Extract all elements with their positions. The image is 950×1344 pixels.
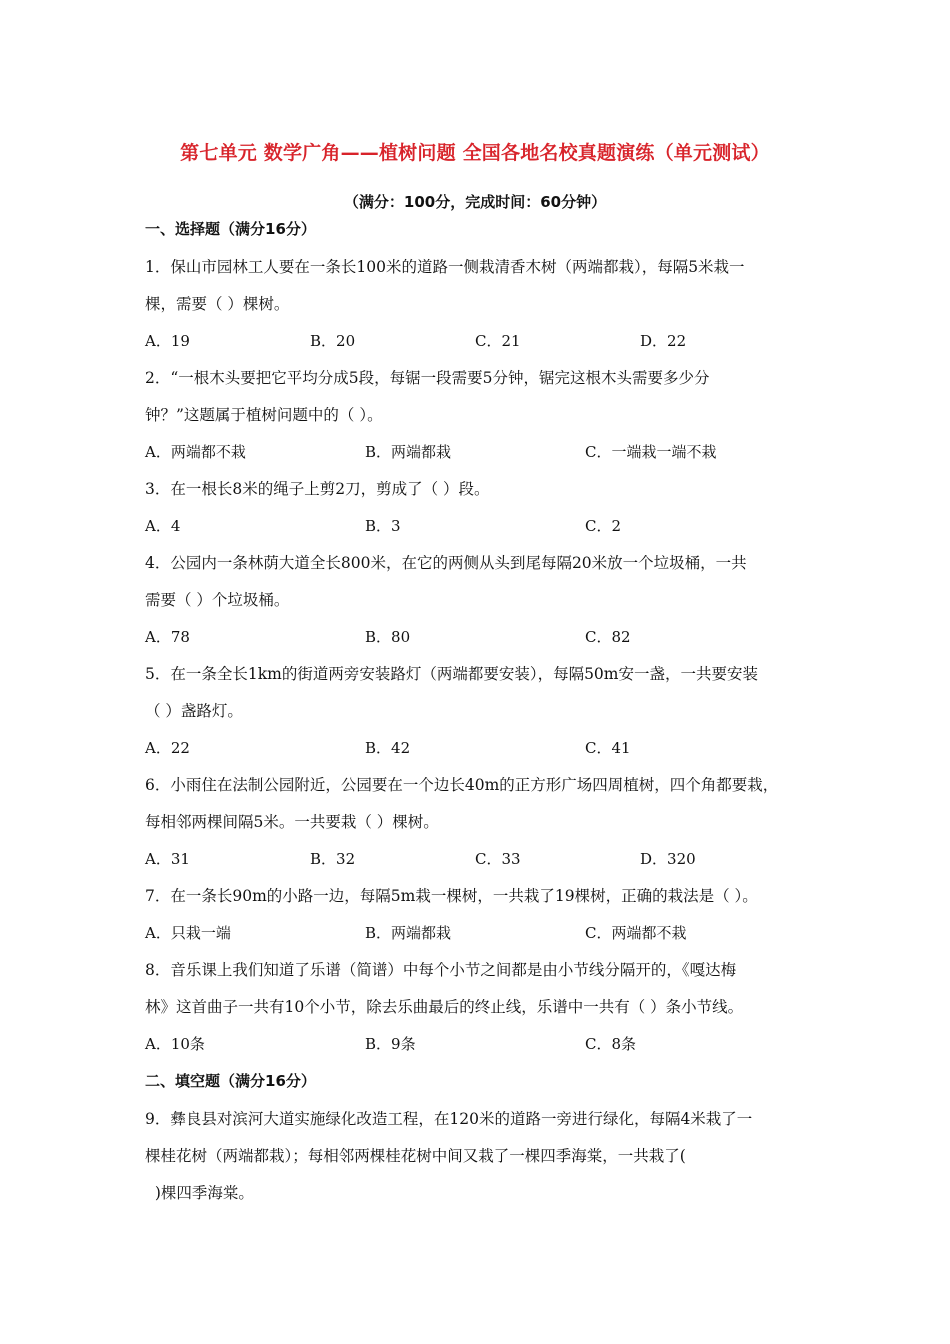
option-b: B．9条 <box>365 1035 416 1053</box>
option-c: C．一端栽一端不栽 <box>585 443 717 461</box>
option-a: A．19 <box>145 332 190 350</box>
option-d: D．22 <box>640 332 687 350</box>
option-c: C．41 <box>585 739 631 757</box>
question-line: 棵桂花树（两端都栽）；每相邻两棵桂花树中间又栽了一棵四季海棠，一共栽了( <box>145 1147 686 1165</box>
document-subtitle: （满分：100分，完成时间：60分钟） <box>343 193 607 211</box>
option-b: B．80 <box>365 628 411 646</box>
question-5 <box>145 656 825 767</box>
option-a: A．31 <box>145 850 190 868</box>
question-line: 林》这首曲子一共有10个小节，除去乐曲最后的终止线，乐谱中一共有（ ）条小节线。 <box>145 998 744 1016</box>
question-7 <box>145 878 825 952</box>
question-3 <box>145 471 825 545</box>
document-title: 第七单元 数学广角——植树问题 全国各地名校真题演练（单元测试） <box>180 142 770 164</box>
answer-options <box>145 434 825 471</box>
option-c: C．2 <box>585 517 622 535</box>
option-c: C．8条 <box>585 1035 637 1053</box>
option-a: A．4 <box>145 517 181 535</box>
option-a: A．78 <box>145 628 190 646</box>
option-b: B．42 <box>365 739 411 757</box>
question-9 <box>145 1101 825 1212</box>
question-line: 每相邻两棵间隔5米。一共要栽（ ）棵树。 <box>145 813 439 831</box>
answer-options <box>145 915 825 952</box>
question-8 <box>145 952 825 1063</box>
option-b: B．20 <box>310 332 356 350</box>
question-line: 棵，需要（ ）棵树。 <box>145 295 290 313</box>
option-a: A．22 <box>145 739 190 757</box>
answer-options <box>145 841 825 878</box>
option-c: C．82 <box>585 628 631 646</box>
answer-options <box>145 323 825 360</box>
option-b: B．两端都栽 <box>365 924 452 942</box>
question-line: 需要（ ）个垃圾桶。 <box>145 591 290 609</box>
answer-options <box>145 508 825 545</box>
question-line: （ ）盏路灯。 <box>145 702 243 720</box>
question-line: 7．在一条长90m的小路一边，每隔5m栽一棵树，一共栽了19棵树，正确的栽法是（ ）。 <box>145 887 758 905</box>
option-a: A．两端都不栽 <box>145 443 246 461</box>
question-line: 2．“一根木头要把它平均分成5段，每锯一段需要5分钟，锯完这根木头需要多少分 <box>145 369 710 387</box>
answer-options <box>145 730 825 767</box>
question-line: 5．在一条全长1km的街道两旁安装路灯（两端都要安装），每隔50m安一盏，一共要安装 <box>145 665 758 683</box>
option-b: B．3 <box>365 517 401 535</box>
option-c: C．两端都不栽 <box>585 924 687 942</box>
option-d: D．320 <box>640 850 696 868</box>
question-line: )棵四季海棠。 <box>145 1184 254 1202</box>
question-line: 3．在一根长8米的绳子上剪2刀，剪成了（ ）段。 <box>145 480 490 498</box>
question-line: 1．保山市园林工人要在一条长100米的道路一侧栽清香木树（两端都栽），每隔5米栽一 <box>145 258 745 276</box>
document-content <box>145 216 825 1212</box>
question-line: 9．彝良县对滨河大道实施绿化改造工程，在120米的道路一旁进行绿化，每隔4米栽了一 <box>145 1110 753 1128</box>
answer-options <box>145 619 825 656</box>
question-line: 钟？”这题属于植树问题中的（ ）。 <box>145 406 383 424</box>
answer-options <box>145 1026 825 1063</box>
question-4 <box>145 545 825 656</box>
question-6 <box>145 767 825 878</box>
option-b: B．两端都栽 <box>365 443 452 461</box>
option-c: C．21 <box>475 332 521 350</box>
option-b: B．32 <box>310 850 356 868</box>
question-line: 8．音乐课上我们知道了乐谱（简谱）中每个小节之间都是由小节线分隔开的，《嘎达梅 <box>145 961 737 979</box>
option-c: C．33 <box>475 850 521 868</box>
section-heading-choice: 一、选择题（满分16分） <box>145 220 316 238</box>
question-line: 4．公园内一条林荫大道全长800米，在它的两侧从头到尾每隔20米放一个垃圾桶，一共 <box>145 554 747 572</box>
question-1 <box>145 249 825 360</box>
option-a: A．10条 <box>145 1035 205 1053</box>
question-line: 6．小雨住在法制公园附近，公园要在一个边长40m的正方形广场四周植树，四个角都要栽， <box>145 776 779 794</box>
section-heading-fill: 二、填空题（满分16分） <box>145 1072 316 1090</box>
option-a: A．只栽一端 <box>145 924 231 942</box>
question-2 <box>145 360 825 471</box>
